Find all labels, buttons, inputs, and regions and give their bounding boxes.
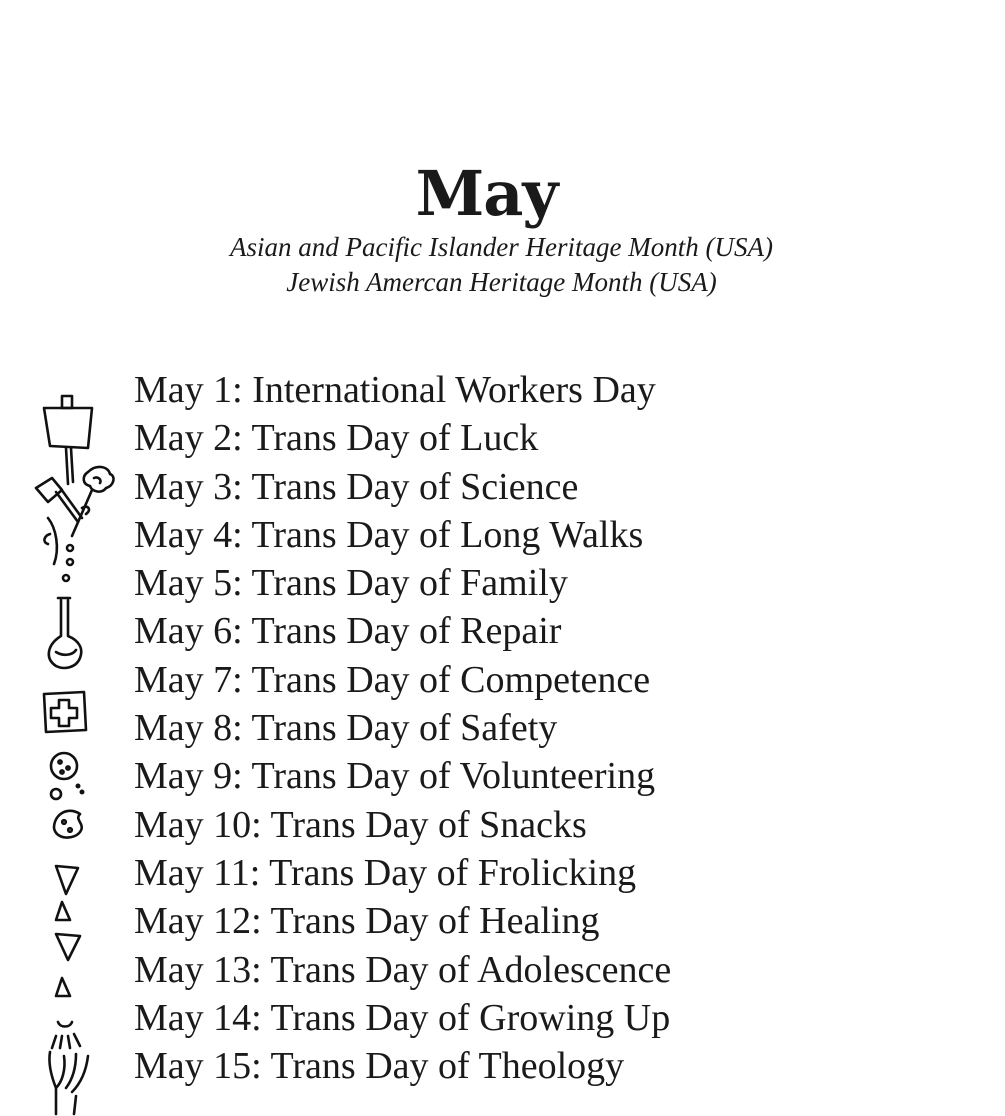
day-item-8: May 8: Trans Day of Safety [134, 707, 558, 750]
flask-icon [49, 598, 81, 668]
day-item-13: May 13: Trans Day of Adolescence [134, 948, 672, 991]
hammer-icon [36, 478, 82, 522]
page-title: May [415, 156, 558, 230]
decorative-icon-column [26, 388, 122, 1116]
day-item-12: May 12: Trans Day of Healing [134, 900, 600, 943]
day-item-2: May 2: Trans Day of Luck [134, 417, 539, 460]
day-list [134, 366, 671, 1090]
day-item-14: May 14: Trans Day of Growing Up [134, 996, 671, 1039]
observances [0, 230, 1003, 300]
day-item-11: May 11: Trans Day of Frolicking [134, 851, 637, 894]
day-item-3: May 3: Trans Day of Science [134, 465, 579, 508]
observance-jewish-american: Jewish Amercan Heritage Month (USA) [286, 267, 717, 297]
sprout-icon [44, 518, 73, 581]
day-item-6: May 6: Trans Day of Repair [134, 610, 562, 653]
carnation-icon [72, 467, 113, 536]
day-item-5: May 5: Trans Day of Family [134, 562, 568, 605]
raised-hand-icon [49, 1052, 88, 1114]
first-aid-cross-icon [44, 692, 86, 732]
triangle-icon [56, 866, 80, 996]
sun-icon [52, 1022, 80, 1048]
day-item-7: May 7: Trans Day of Competence [134, 658, 651, 701]
day-item-4: May 4: Trans Day of Long Walks [134, 513, 644, 556]
cookie-icon [51, 753, 83, 838]
observance-asian-pacific-islander: Asian and Pacific Islander Heritage Month (USA) [230, 232, 773, 262]
day-item-9: May 9: Trans Day of Volunteering [134, 755, 656, 798]
day-item-15: May 15: Trans Day of Theology [134, 1045, 625, 1088]
day-item-1: May 1: International Workers Day [134, 369, 656, 411]
protest-sign-icon [44, 396, 92, 484]
day-item-10: May 10: Trans Day of Snacks [134, 803, 587, 846]
